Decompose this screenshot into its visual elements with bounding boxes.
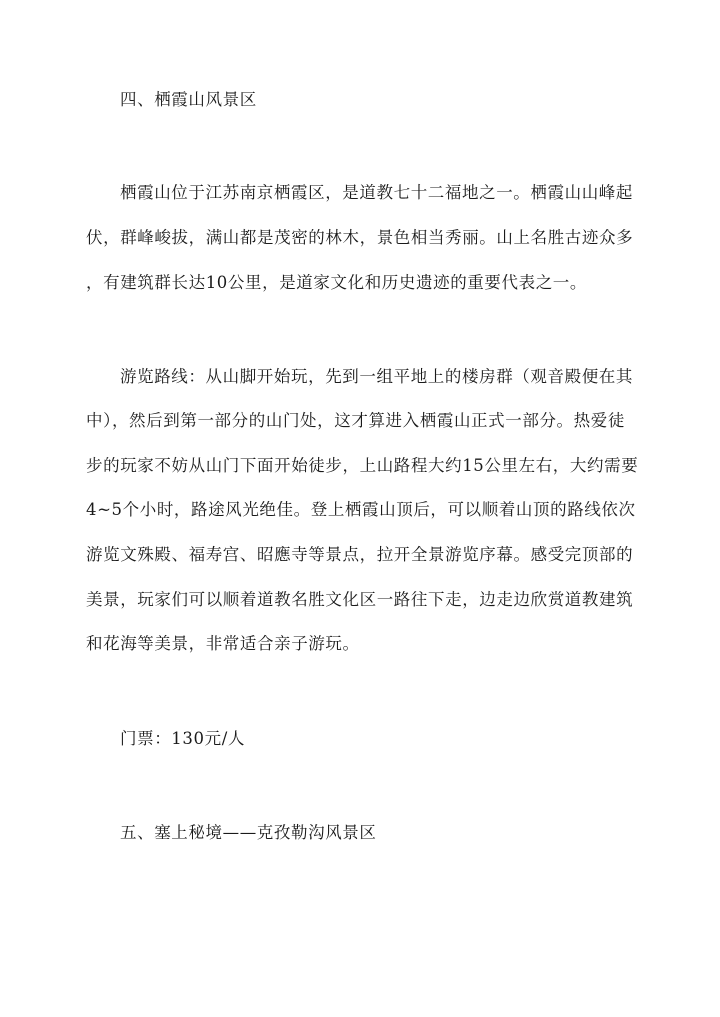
ticket-price: 门票：130元/人 bbox=[120, 729, 245, 748]
route-line-3: 步的玩家不妨从山门下面开始徒步，上山路程大约15公里左右，大约需要 bbox=[86, 456, 639, 475]
intro-line-2: 伏，群峰峻拔，满山都是茂密的林木，景色相当秀丽。山上名胜古迹众多 bbox=[86, 228, 634, 247]
route-line-7: 和花海等美景，非常适合亲子游玩。 bbox=[86, 634, 360, 653]
route-line-4: 4~5个小时，路途风光绝佳。登上栖霞山顶后，可以顺着山顶的路线依次 bbox=[86, 500, 636, 519]
route-line-6: 美景，玩家们可以顺着道教名胜文化区一路往下走，边走边欣赏道教建筑 bbox=[86, 590, 634, 609]
route-line-5: 游览文殊殿、福寿宫、昭應寺等景点，拉开全景游览序幕。感受完顶部的 bbox=[86, 545, 634, 564]
route-line-1: 游览路线：从山脚开始玩，先到一组平地上的楼房群（观音殿便在其 bbox=[120, 367, 633, 386]
route-line-2: 中），然后到第一部分的山门处，这才算进入栖霞山正式一部分。热爱徒 bbox=[86, 411, 625, 430]
section-5-heading: 五、塞上秘境——克孜勒沟风景区 bbox=[120, 823, 377, 842]
intro-line-1: 栖霞山位于江苏南京栖霞区，是道教七十二福地之一。栖霞山山峰起 bbox=[120, 183, 633, 202]
intro-line-3: ，有建筑群长达10公里，是道家文化和历史遗迹的重要代表之一。 bbox=[86, 273, 587, 292]
section-4-heading: 四、栖霞山风景区 bbox=[120, 90, 257, 109]
